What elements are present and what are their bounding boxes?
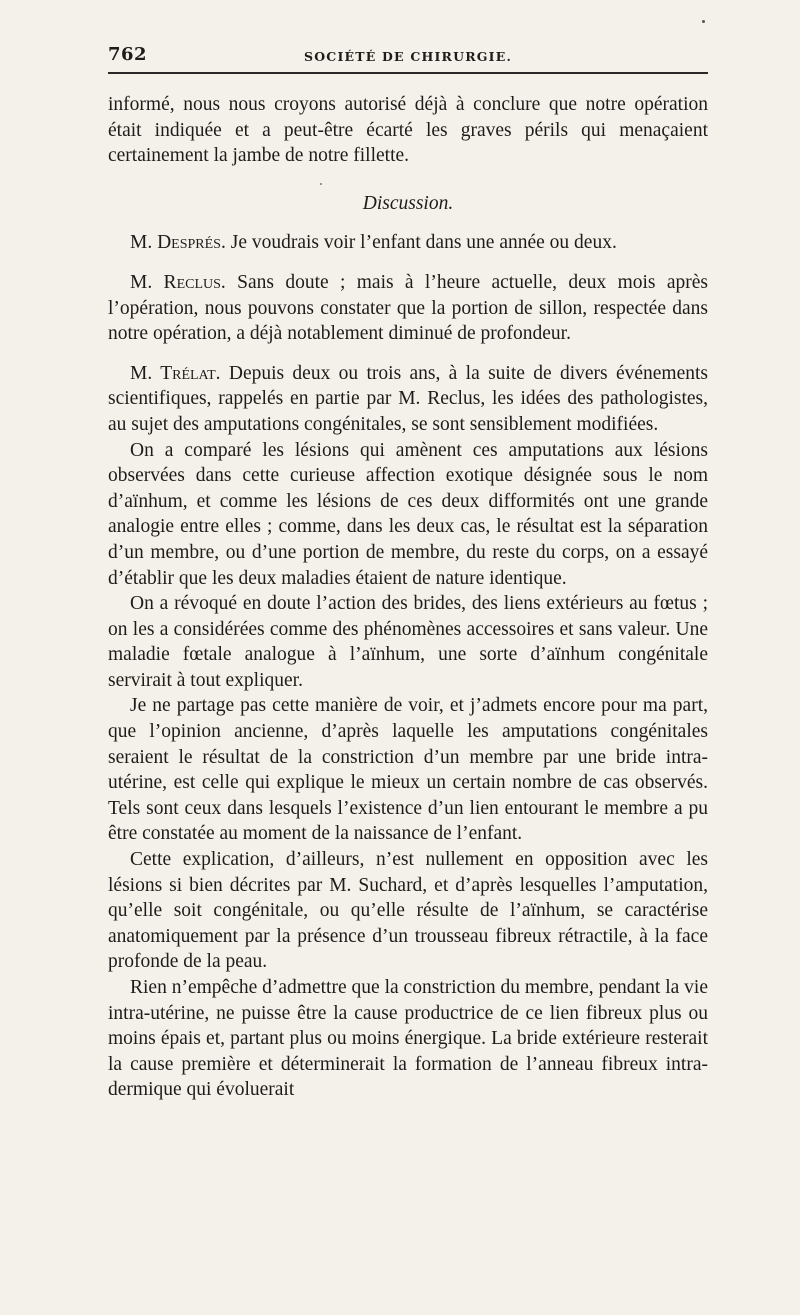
speaker-text: Depuis deux ou trois ans, à la suite de divers événements scientifiques, rappelés en partie par M. Reclus, les idées des pathologistes, au sujet des amputations congénitales, se sont sensiblement modifiées. [108,362,708,435]
paragraph: Cette explication, d’ailleurs, n’est nullement en opposition avec les lésions si bien décrites par M. Suchard, et d’après lesquelles l’amputation, qu’elle soit congénitale, ou qu’elle résulte de l’aïnhum, se caractérise anatomiquement par la présence d’un trousseau fibreux rétractile, à la face profonde de la peau. [108,849,708,973]
section-heading: Discussion. [362,192,454,214]
intro-paragraph: informé, nous nous croyons autorisé déjà à conclure que notre opération était indiquée et a peut-être écarté les graves périls qui menaçaient certainement la jambe de notre fillette. [108,94,708,167]
document-body [108,92,708,1103]
running-head [108,40,708,66]
speaker-text: Sans doute ; mais à l’heure actuelle, deux mois après l’opération, nous pouvons constater que la portion de sillon, respectée dans notre opération, a déjà notablement diminué de profondeur. [108,271,708,345]
reclus-paragraph [108,270,708,347]
print-speck [702,20,705,23]
speaker-name: M. Després. [130,232,226,254]
speaker-name: M. Reclus. [130,271,226,293]
speaker-name: M. Trélat. [130,362,221,384]
running-title: SOCIÉTÉ DE CHIRURGIE. [303,49,513,64]
page-number: 762 [108,44,148,65]
despres-paragraph [108,230,708,256]
trelat-paragraph [108,361,708,438]
paragraph: Rien n’empêche d’admettre que la constriction du membre, pendant la vie intra-utérine, ne puisse être la cause productrice de ce lien fibreux plus ou moins épais et, partant plus ou moins énergique. La bride extérieure resterait la cause première et déterminerait la formation de l’anneau fibreux intra-dermique qui évoluerait [108,977,708,1101]
header-rule [108,72,708,74]
speaker-text: Je voudrais voir l’enfant dans une année ou deux. [225,232,617,254]
paragraph: On a comparé les lésions qui amènent ces amputations aux lésions observées dans cette curieuse affection exotique désignée sous le nom d’aïnhum, et comme les lésions de ces deux difformités ont une grande analogie entre elles ; comme, dans les deux cas, le résultat est la séparation d’un membre, ou d’une portion de membre, du reste du corps, on a essayé d’établir que les deux maladies étaient de nature identique. [108,439,708,589]
paragraph: On a révoqué en doute l’action des brides, des liens extérieurs au fœtus ; on les a considérées comme des phénomènes accessoires et sans valeur. Une maladie fœtale analogue à l’aïnhum, une sorte d’aïnhum congénitale servirait à tout expliquer. [108,593,708,691]
paragraph: Je ne partage pas cette manière de voir, et j’admets encore pour ma part, que l’opinion ancienne, d’après laquelle les amputations congénitales seraient le résultat de la constriction d’un membre par une bride intra-utérine, est celle qui explique le mieux un certain nombre de cas observés. Tels sont ceux dans lesquels l’existence d’un lien entourant le membre a pu être constatée au moment de la naissance de l’enfant. [108,695,708,845]
page-header [108,40,708,66]
